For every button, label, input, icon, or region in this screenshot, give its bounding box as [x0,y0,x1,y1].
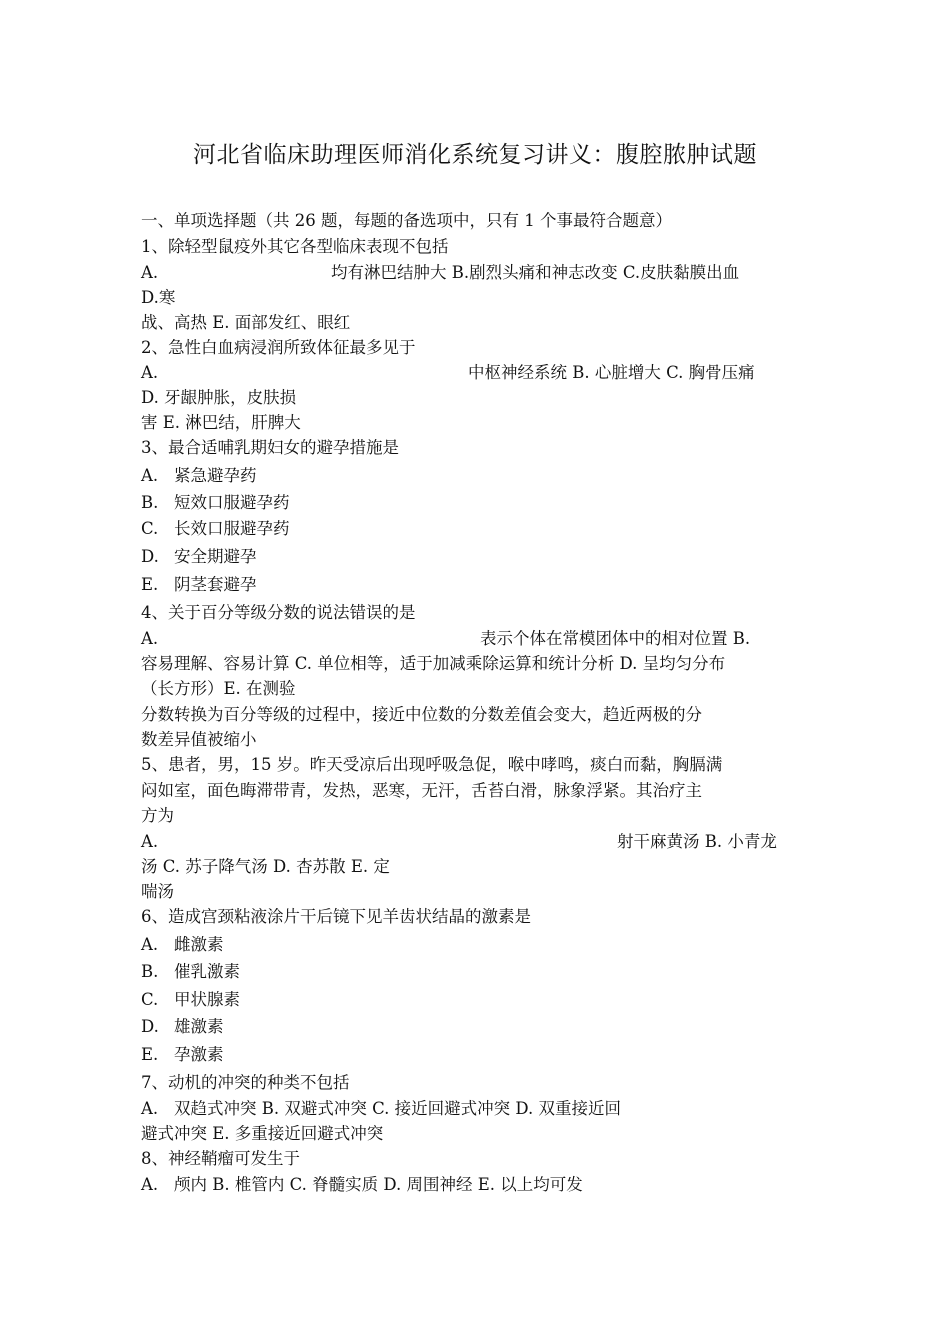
question-3-option [141,465,257,487]
question-3-option [141,518,290,540]
option-text: 长效口服避孕药 [174,519,290,538]
question-3-stem: 3、最合适哺乳期妇女的避孕措施是 [141,438,399,457]
option-text: 短效口服避孕药 [174,493,290,512]
option-key: A. [141,466,159,485]
section-heading: 一、单项选择题（共 26 题，每题的备选项中，只有 1 个事最符合题意） [141,211,672,230]
option-key: C. [141,990,159,1009]
question-5-options-line: 射干麻黄汤 B. 小青龙 [617,832,777,851]
option-text: 雄激素 [174,1017,224,1036]
question-3-option [141,574,257,596]
question-4-options-line-2: 容易理解、容易计算 C. 单位相等，适于加减乘除运算和统计分析 D. 呈均匀分布 [141,654,726,673]
question-1-options-line: 均有淋巴结肿大 B.剧烈头痛和神志改变 C.皮肤黏膜出血 [331,263,740,282]
question-7-options-line-2: 避式冲突 E. 多重接近回避式冲突 [141,1124,384,1143]
question-6-option [141,961,240,983]
option-key: B. [141,962,159,981]
option-key: D. [141,1017,159,1036]
question-5-options-line-3: 喘汤 [141,882,174,901]
question-6-option [141,989,240,1011]
question-5-stem-line-1: 5、患者，男，15 岁。昨天受凉后出现呼吸急促，喉中哮鸣，痰白而黏，胸膈满 [141,755,723,774]
question-5-stem-line-3: 方为 [141,806,174,825]
option-key: D. [141,547,159,566]
question-6-option [141,934,224,956]
question-4-options-line: 表示个体在常模团体中的相对位置 B. [480,629,751,648]
question-8-stem: 8、神经鞘瘤可发生于 [141,1149,300,1168]
question-7-options-line: 双趋式冲突 B. 双避式冲突 C. 接近回避式冲突 D. 双重接近回 [174,1099,622,1118]
question-5-options-line-2: 汤 C. 苏子降气汤 D. 杏苏散 E. 定 [141,857,390,876]
option-text: 安全期避孕 [174,547,257,566]
question-1-options-line-2: D.寒 [141,288,176,307]
question-3-option [141,546,257,568]
question-4-options-line-5: 数差异值被缩小 [141,730,257,749]
option-key: B. [141,493,159,512]
option-key: E. [141,1045,159,1064]
option-text: 雌激素 [174,935,224,954]
option-text: 催乳激素 [174,962,240,981]
question-5-stem-line-2: 闷如室，面色晦滞带青，发热，恶寒，无汗，舌苔白滑，脉象浮紧。其治疗主 [141,781,702,800]
question-8-option-a-key: A. [141,1175,159,1194]
document-title: 河北省临床助理医师消化系统复习讲义：腹腔脓肿试题 [193,142,757,168]
question-2-stem: 2、急性白血病浸润所致体征最多见于 [141,338,416,357]
option-text: 孕激素 [174,1045,224,1064]
question-8-options-line: 颅内 B. 椎管内 C. 脊髓实质 D. 周围神经 E. 以上均可发 [174,1175,583,1194]
option-text: 阴茎套避孕 [174,575,257,594]
option-key: E. [141,575,159,594]
question-4-option-a-key: A. [141,629,159,648]
question-2-options-line-2: D. 牙龈肿胀，皮肤损 [141,388,297,407]
question-5-option-a-key: A. [141,832,159,851]
question-3-option [141,492,290,514]
question-2-options-line: 中枢神经系统 B. 心脏增大 C. 胸骨压痛 [468,363,755,382]
question-7-option-a-key: A. [141,1099,159,1118]
question-4-stem: 4、关于百分等级分数的说法错误的是 [141,603,416,622]
question-1-option-a-key: A. [141,263,159,282]
question-6-option [141,1044,224,1066]
question-6-stem: 6、造成宫颈粘液涂片干后镜下见羊齿状结晶的激素是 [141,907,531,926]
question-4-options-line-4: 分数转换为百分等级的过程中，接近中位数的分数差值会变大，趋近两极的分 [141,705,702,724]
question-1-options-line-3: 战、高热 E. 面部发红、眼红 [141,313,351,332]
option-text: 甲状腺素 [174,990,240,1009]
option-text: 紧急避孕药 [174,466,257,485]
option-key: C. [141,519,159,538]
question-1-stem: 1、除轻型鼠疫外其它各型临床表现不包括 [141,237,449,256]
question-4-options-line-3: （长方形）E. 在测验 [141,679,296,698]
question-6-option [141,1016,224,1038]
question-2-option-a-key: A. [141,363,159,382]
question-2-options-line-3: 害 E. 淋巴结，肝脾大 [141,413,301,432]
option-key: A. [141,935,159,954]
question-7-stem: 7、动机的冲突的种类不包括 [141,1073,350,1092]
